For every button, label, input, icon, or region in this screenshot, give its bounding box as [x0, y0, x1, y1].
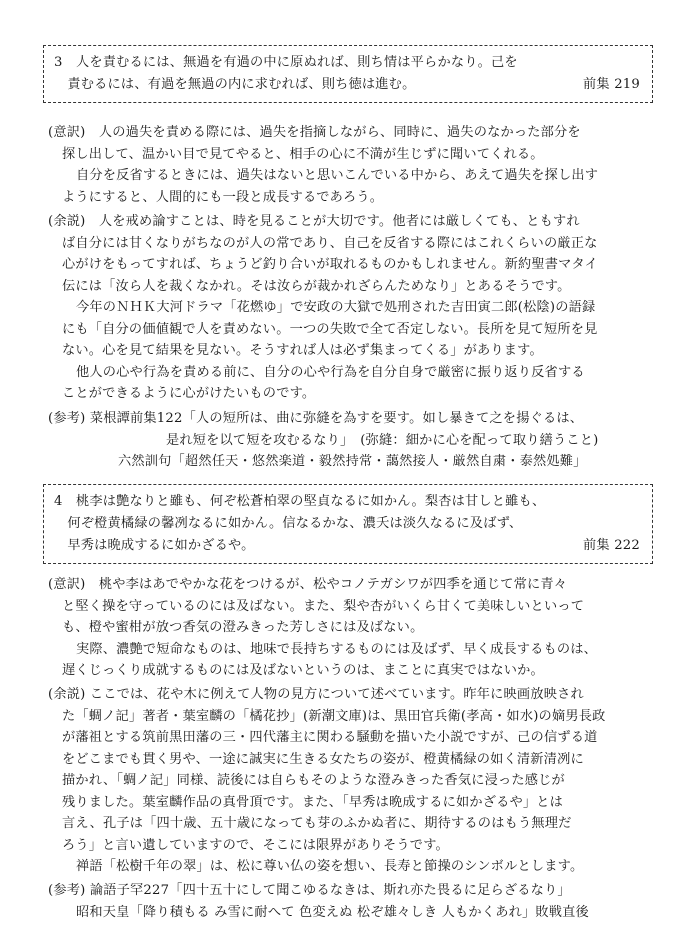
comment-3-line: 今年のＮＨＫ大河ドラマ「花燃ゆ」で安政の大獄で処刑された吉田寅二郎(松陰)の語録	[76, 300, 596, 315]
translation-4	[48, 574, 662, 682]
quote-3-line-2-text: 責むるには、有過を無過の内に求むれば、則ち徳は進む。	[54, 77, 416, 92]
comment-3-line: にも「自分の価値観で人を責めない。一つの失敗で全て否定しない。長所を見て短所を見	[62, 321, 598, 337]
translation-3-line: ようにすると、人間的にも一段と成長するであろう。	[62, 189, 384, 205]
comment-3-line: ない。心を見て結果を見ない。そうすれば人は必ず集まってくる」があります。	[62, 343, 543, 358]
comment-3-line: (余説) 人を戒め論すことは、時を見ることが大切です。他者には厳しくても、ともすれ	[48, 214, 580, 229]
comment-4-line: た「蜩ノ記」著者・葉室麟の「橘花抄」(新潮文庫)は、黒田官兵衛(孝高・如水)の嫡男長政	[62, 708, 606, 724]
quote-3-line-2	[54, 74, 642, 96]
comment-3-line: ば自分には甘くなりがちなのが人の常であり、自己を反省する際にはこれくらいの厳正な	[62, 235, 598, 251]
translation-4-line: と堅く操を守っているのには及ばない。また、梨や杏がいくら甘くて美味しいといって	[62, 598, 585, 614]
comment-3-line: ことができるように心がけたいものです。	[62, 386, 316, 401]
quote-4-line-3	[54, 535, 642, 557]
quote-4-line-3-text: 早秀は晩成するに如かざるや。	[54, 538, 255, 553]
reference-3-line: (参考) 菜根譚前集122「人の短所は、曲に弥縫を為すを要す。如し暴きて之を揚ぐるは、	[48, 411, 584, 426]
translation-3-line: (意訳) 人の過失を責める際には、過失を指摘しながら、同時に、過失のなかった部分を	[48, 125, 581, 140]
quote-4-line-1: 4 桃李は艶なりと雖も、何ぞ松蒼柏翠の堅貞なるに如かん。梨杏は甘しと雖も、	[54, 494, 546, 509]
reference-3	[48, 408, 662, 473]
comment-4-line: (余説) ここでは、花や木に例えて人物の見方について述べています。昨年に映画放映され	[48, 687, 584, 702]
translation-3-line: 探し出して、温かい目で見てやると、相手の心に不満が生じずに聞いてくれる。	[62, 146, 544, 162]
comment-4-line: が藩祖とする筑前黒田藩の三・四代藩主に関わる騒動を描いた小説ですが、己の信ずる道	[62, 730, 598, 745]
quote-4-line-2: 何ぞ橙黄橘緑の馨冽なるに如かん。信なるかな、濃夭は淡久なるに及ばず、	[54, 516, 523, 531]
translation-3	[48, 122, 662, 208]
comment-3	[48, 211, 662, 405]
translation-4-line: 遅くじっくり成就するものには及ばないというのは、まことに真実ではないか。	[62, 663, 544, 678]
quote-4-reference: 前集 222	[583, 538, 640, 553]
comment-4-line: 禅語「松樹千年の翠」は、松に尊い仏の姿を想い、長寿と節操のシンボルとします。	[76, 859, 584, 874]
comment-4-line: ろう」と言い遺していますので、そこには限界がありそうです。	[62, 837, 449, 853]
translation-4-line: も、橙や蜜柑が放つ香気の澄みきった芳しさには及ばない。	[62, 620, 424, 635]
comment-4-line: 描かれ、「蜩ノ記」同様、読後には自らもそのような澄みきった香気に浸った感じが	[62, 773, 565, 788]
comment-4-line: 残りました。葉室麟作品の真骨頂です。また、「早秀は晩成するに如かざるや」とは	[62, 794, 564, 810]
reference-4-line: (参考) 論語子罕227「四十五十にして聞こゆるなきは、斯れ亦た畏るに足らざるなり」	[48, 883, 571, 898]
comment-4	[48, 684, 662, 878]
quote-box-4	[43, 484, 653, 564]
quote-box-3	[43, 45, 653, 103]
quote-3-reference: 前集 219	[583, 77, 640, 92]
reference-3-line: 是れ短を以て短を攻むるなり」 (弥縫：細かに心を配って取り繕うこと)	[166, 432, 599, 448]
comment-3-line: 他人の心や行為を責める前に、自分の心や行為を自分自身で厳密に振り返り反省する	[76, 364, 585, 380]
reference-4	[48, 880, 662, 923]
quote-3-line-1: 3 人を責むるには、無過を有過の中に原ぬれば、則ち情は平らかなり。己を	[54, 55, 518, 70]
comment-4-line: 言え、孔子は「四十歳、五十歳になっても芽のふかぬ者に、期待するのはもう無理だ	[62, 816, 572, 831]
comment-3-line: 伝には「汝ら人を裁くなかれ。そは汝らが裁かれざらんためなり」とあるそうです。	[62, 278, 571, 294]
comment-3-line: 心がけをもってすれば、ちょうど釣り合いが取れるものかもしれません。新約聖書マタイ	[62, 257, 599, 272]
translation-4-line: (意訳) 桃や李はあでやかな花をつけるが、松やコノテガシワが四季を通じて常に青々	[48, 577, 568, 592]
comment-4-line: をどこまでも貫く男や、一途に誠実に生きる女たちの姿が、橙黄橘緑の如く清新清冽に	[62, 751, 584, 767]
reference-4-line: 昭和天皇「降り積もる み雪に耐へて 色変えぬ 松ぞ雄々しき 人もかくあれ」敗戦直後	[76, 904, 589, 920]
translation-4-line: 実際、濃艶で短命なものは、地味で長持ちするものには及ばず、早く成長するものは、	[76, 641, 598, 657]
translation-3-line: 自分を反省するときには、過失はないと思いこんでいる中から、あえて過失を探し出す	[76, 168, 599, 183]
reference-3-line: 六然訓句「超然任天・悠然楽道・毅然持常・藹然接人・厳然自粛・泰然処難」	[118, 454, 587, 469]
